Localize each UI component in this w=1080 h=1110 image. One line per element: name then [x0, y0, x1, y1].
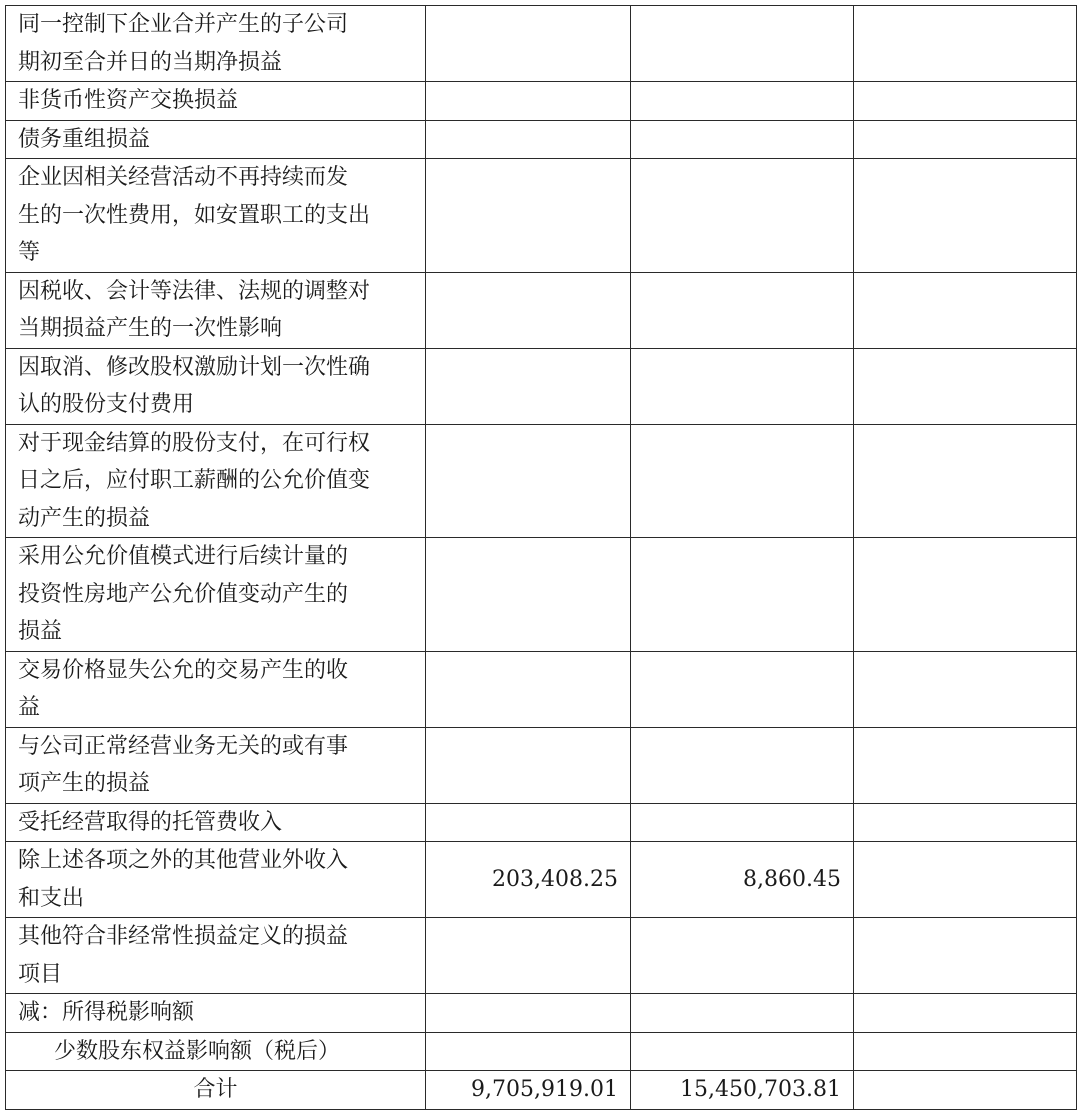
row-label: 与公司正常经营业务无关的或有事 项产生的损益 [6, 727, 426, 803]
note-value [854, 918, 1077, 994]
table-row [6, 6, 1077, 82]
current-period-value [426, 120, 631, 159]
row-label: 对于现金结算的股份支付，在可行权 日之后，应付职工薪酬的公允价值变 动产生的损益 [6, 424, 426, 538]
prior-period-value [631, 272, 854, 348]
table-row [6, 918, 1077, 994]
prior-period-value [631, 424, 854, 538]
current-period-value [426, 159, 631, 273]
non-recurring-items-table [5, 5, 1077, 1110]
row-label: 企业因相关经营活动不再持续而发 生的一次性费用，如安置职工的支出 等 [6, 159, 426, 273]
current-period-value [426, 272, 631, 348]
table-row [6, 803, 1077, 842]
row-label: 采用公允价值模式进行后续计量的 投资性房地产公允价值变动产生的 损益 [6, 538, 426, 652]
current-period-value [426, 82, 631, 121]
note-value [854, 994, 1077, 1033]
current-period-value [426, 727, 631, 803]
row-label: 减：所得税影响额 [6, 994, 426, 1033]
note-value [854, 651, 1077, 727]
current-period-value [426, 994, 631, 1033]
current-period-value [426, 803, 631, 842]
row-label: 受托经营取得的托管费收入 [6, 803, 426, 842]
row-label: 非货币性资产交换损益 [6, 82, 426, 121]
prior-period-value [631, 159, 854, 273]
current-period-value [426, 6, 631, 82]
prior-period-value [631, 994, 854, 1033]
current-period-value [426, 918, 631, 994]
prior-period-value [631, 348, 854, 424]
note-value [854, 348, 1077, 424]
note-value [854, 82, 1077, 121]
note-value [854, 424, 1077, 538]
table-row [6, 994, 1077, 1033]
note-value [854, 842, 1077, 918]
note-value [854, 727, 1077, 803]
row-label: 其他符合非经常性损益定义的损益 项目 [6, 918, 426, 994]
table-row [6, 651, 1077, 727]
table-row [6, 424, 1077, 538]
table-row [6, 538, 1077, 652]
current-period-value [426, 424, 631, 538]
note-value [854, 803, 1077, 842]
row-label: 债务重组损益 [6, 120, 426, 159]
prior-period-value [631, 82, 854, 121]
prior-period-value [631, 918, 854, 994]
note-value [854, 272, 1077, 348]
table-row [6, 348, 1077, 424]
table-row [6, 842, 1077, 918]
table-row [6, 82, 1077, 121]
row-label: 少数股东权益影响额（税后） [6, 1032, 426, 1071]
prior-period-value [631, 6, 854, 82]
row-label: 同一控制下企业合并产生的子公司 期初至合并日的当期净损益 [6, 6, 426, 82]
current-period-total: 9,705,919.01 [426, 1071, 631, 1110]
current-period-value [426, 1032, 631, 1071]
total-label: 合计 [6, 1071, 426, 1110]
note-value [854, 538, 1077, 652]
row-label: 因税收、会计等法律、法规的调整对 当期损益产生的一次性影响 [6, 272, 426, 348]
row-label: 交易价格显失公允的交易产生的收 益 [6, 651, 426, 727]
current-period-value [426, 651, 631, 727]
row-label: 因取消、修改股权激励计划一次性确 认的股份支付费用 [6, 348, 426, 424]
prior-period-value [631, 803, 854, 842]
note-value [854, 6, 1077, 82]
prior-period-value [631, 651, 854, 727]
prior-period-value [631, 538, 854, 652]
table-row [6, 1032, 1077, 1071]
note-value [854, 1032, 1077, 1071]
table-row [6, 159, 1077, 273]
table-row [6, 120, 1077, 159]
prior-period-value: 8,860.45 [631, 842, 854, 918]
note-value [854, 1071, 1077, 1110]
row-label: 除上述各项之外的其他营业外收入 和支出 [6, 842, 426, 918]
current-period-value: 203,408.25 [426, 842, 631, 918]
note-value [854, 120, 1077, 159]
table-row [6, 727, 1077, 803]
table-row [6, 272, 1077, 348]
note-value [854, 159, 1077, 273]
prior-period-total: 15,450,703.81 [631, 1071, 854, 1110]
prior-period-value [631, 1032, 854, 1071]
prior-period-value [631, 120, 854, 159]
prior-period-value [631, 727, 854, 803]
current-period-value [426, 348, 631, 424]
total-row [6, 1071, 1077, 1110]
current-period-value [426, 538, 631, 652]
